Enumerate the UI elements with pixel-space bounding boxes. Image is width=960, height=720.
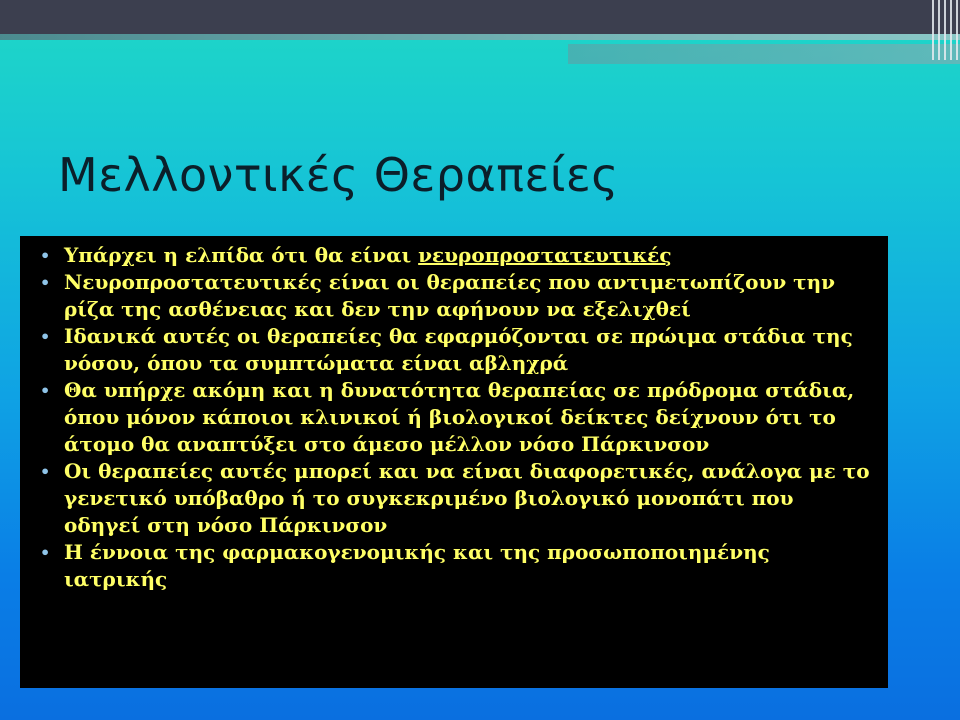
slide-title: Μελλοντικές Θεραπείες	[58, 148, 619, 202]
decor-lines	[932, 0, 960, 60]
top-decor-bar	[0, 0, 960, 34]
bullet-dot-icon: •	[40, 327, 51, 346]
bullet-dot-icon: •	[40, 246, 51, 265]
bullet-text: Νευροπροστατευτικές είναι οι θεραπείες που αντιμετωπίζουν την ρίζα της ασθένειας και δεν την αφήνουν να εξελιχθεί	[64, 270, 836, 321]
top-decor-stripe	[0, 34, 960, 40]
bullet-dot-icon: •	[40, 543, 51, 562]
underlined-term: νευροπροστατευτικές	[418, 243, 672, 267]
bullet-item	[38, 458, 874, 539]
bullet-text: Οι θεραπείες αυτές μπορεί και να είναι διαφορετικές, ανάλογα με το γενετικό υπόβαθρο ή το συγκεκριμένο βιολογικό μονοπάτι που οδηγεί στη νόσο Πάρκινσον	[64, 459, 870, 537]
bullet-dot-icon: •	[40, 381, 51, 400]
bullet-dot-icon: •	[40, 462, 51, 481]
bullet-list	[38, 242, 874, 593]
bullet-item	[38, 269, 874, 323]
decor-rectangle	[568, 44, 960, 64]
bullet-text: Θα υπήρχε ακόμη και η δυνατότητα θεραπείας σε πρόδρομα στάδια, όπου μόνον κάποιοι κλινικοί ή βιολογικοί δείκτες δείχνουν ότι το άτομο θα αναπτύξει στο άμεσο μέλλον νόσο Πάρκινσον	[64, 378, 855, 456]
bullet-item	[38, 377, 874, 458]
bullet-item	[38, 242, 874, 269]
bullet-dot-icon: •	[40, 273, 51, 292]
bullet-text: Η έννοια της φαρμακογενομικής και της προσωποποιημένης ιατρικής	[64, 540, 770, 591]
bullet-text: Ιδανικά αυτές οι θεραπείες θα εφαρμόζονται σε πρώιμα στάδια της νόσου, όπου τα συμπτώματα είναι αβληχρά	[64, 324, 853, 375]
bullet-text: Υπάρχει η ελπίδα ότι θα είναι	[64, 243, 419, 267]
bullet-item	[38, 539, 874, 593]
bullet-item	[38, 323, 874, 377]
content-box	[20, 236, 888, 688]
